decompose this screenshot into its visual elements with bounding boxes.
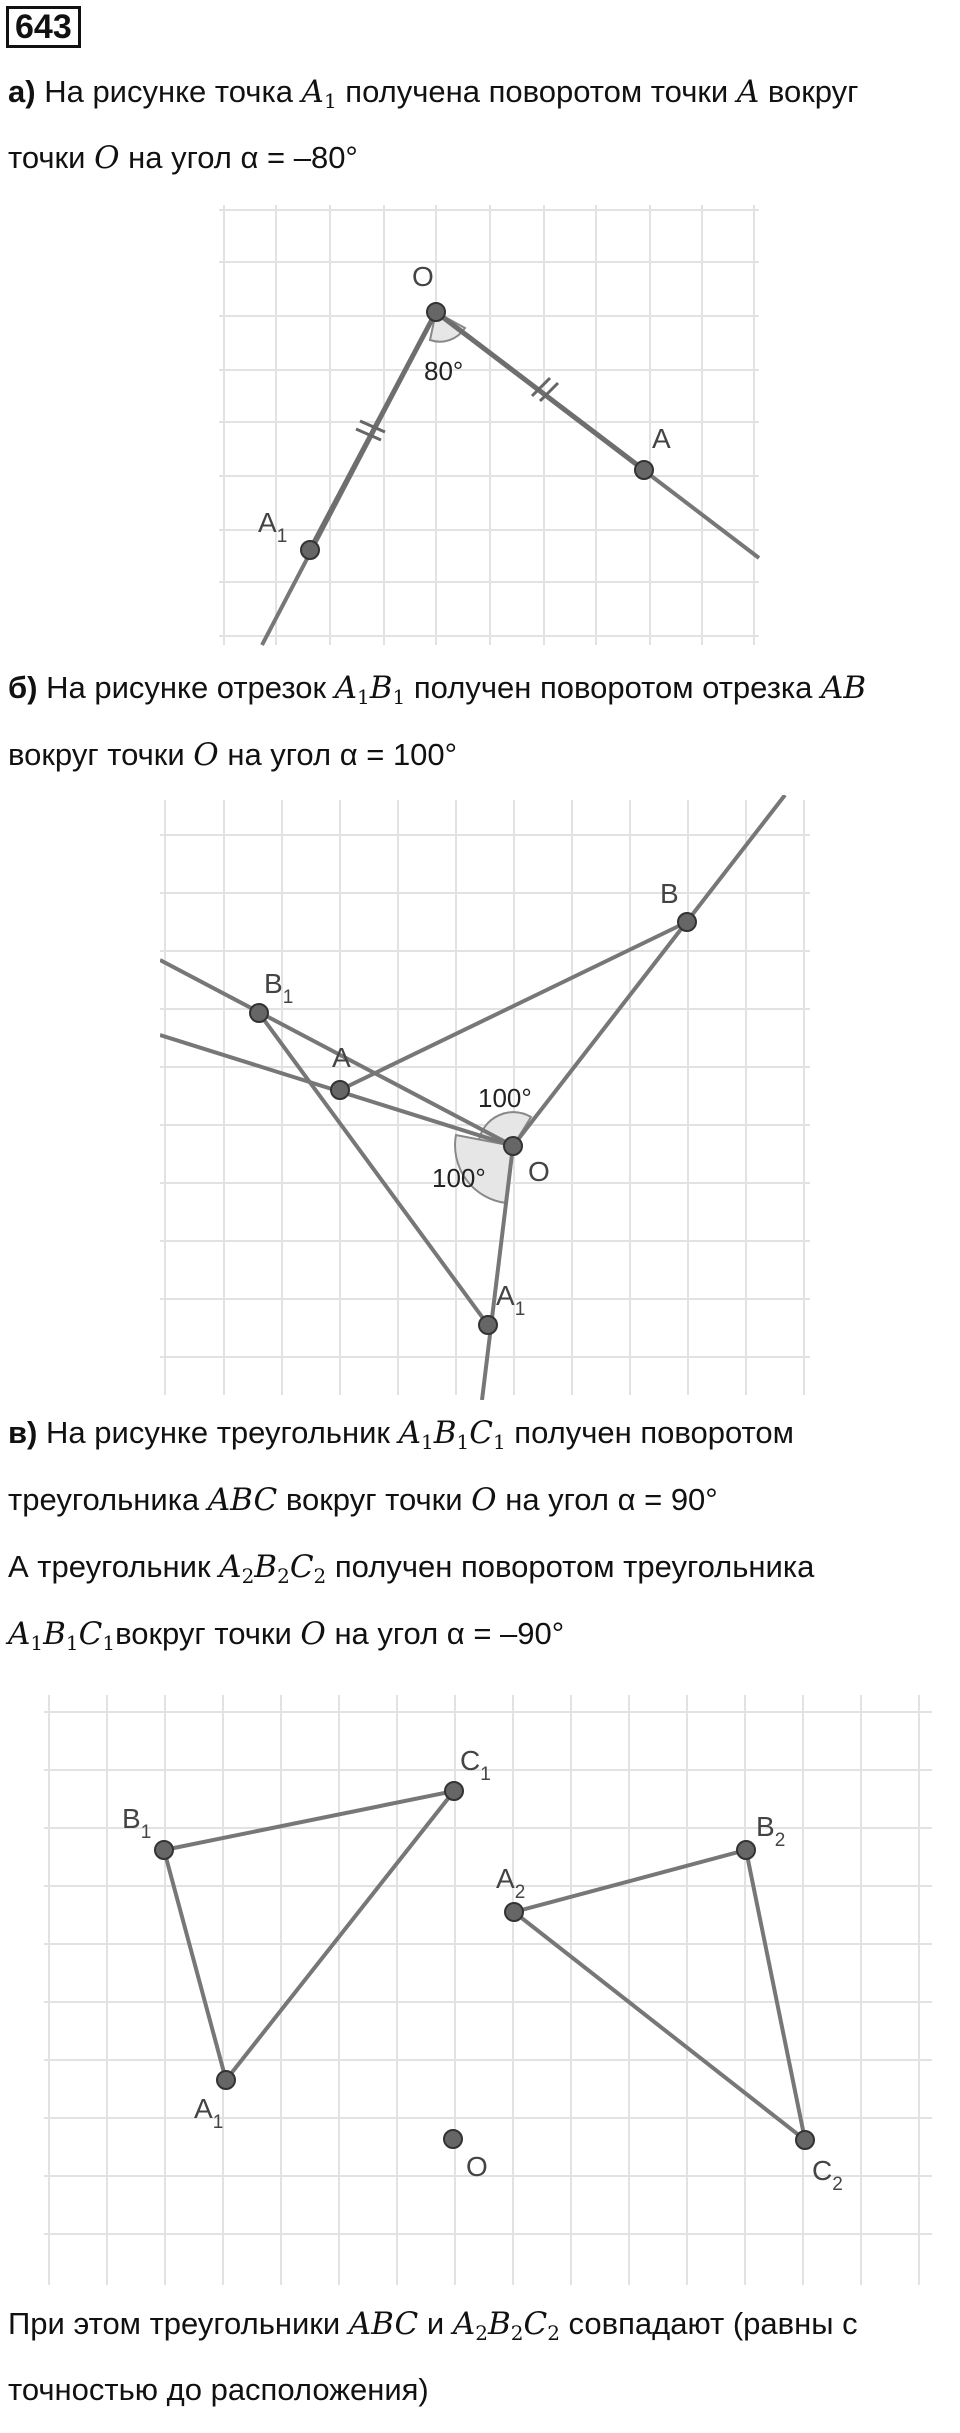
point-a1 — [217, 2071, 235, 2089]
figure-b — [160, 795, 810, 1400]
point-a1 — [479, 1316, 497, 1334]
point-b — [678, 913, 696, 931]
figure-v — [44, 1690, 932, 2290]
part-b-marker: б) — [8, 670, 38, 705]
part-v-line-2: треугольника ABC вокруг точки O на угол α = 90° — [8, 1482, 718, 1518]
problem-number: 643 — [6, 6, 81, 48]
label-o: O — [412, 261, 434, 292]
part-a-text-2: получена поворотом точки — [336, 74, 737, 109]
var-a2b2c2-c: $A_2B_2C_2$ — [452, 2306, 560, 2345]
part-v-line-3: А треугольник $A_2B_2C_2$ получен поворотом треугольника — [8, 1549, 815, 1588]
point-c2 — [796, 2131, 814, 2149]
segment-o-a — [436, 312, 644, 470]
label-a: A — [652, 423, 671, 454]
triangle-a1b1c1 — [164, 1791, 454, 2080]
var-a1b1c1-2: $A_1B_1C_1$ — [8, 1616, 116, 1655]
var-a1b1: $A_1B_1$ — [334, 670, 406, 709]
label-a1: $A_1$ — [496, 1280, 526, 1320]
part-a-text-1: На рисунке точка — [44, 74, 302, 109]
var-abc: ABC — [207, 1482, 278, 1518]
var-o-b: O — [193, 737, 219, 773]
var-ab: AB — [821, 670, 867, 706]
point-b2 — [737, 1841, 755, 1859]
var-a2b2c2: $A_2B_2C_2$ — [219, 1549, 327, 1588]
label-b1: $B_1$ — [264, 968, 294, 1008]
point-a1 — [301, 541, 319, 559]
part-a-line-2: точки O на угол α = –80° — [8, 140, 358, 176]
part-v-line-4: $A_1B_1C_1вокруг$ точки O на угол α = –90° — [8, 1616, 565, 1655]
label-b2: $B_2$ — [756, 1811, 786, 1851]
point-c1 — [445, 1782, 463, 1800]
point-a2 — [505, 1903, 523, 1921]
label-o: O — [528, 1156, 550, 1187]
figure-a — [214, 200, 764, 650]
var-a1b1c1: $A_1B_1C_1$ — [398, 1415, 506, 1454]
label-angle: 80° — [424, 356, 464, 386]
part-a-line-1 — [8, 72, 858, 112]
part-b-line-2: вокруг точки O на угол α = 100° — [8, 737, 458, 773]
point-o — [504, 1137, 522, 1155]
label-a1: $A_1$ — [194, 2093, 224, 2133]
var-a: A — [736, 74, 760, 110]
label-a: A — [332, 1042, 351, 1073]
label-a1: $A_1$ — [258, 507, 288, 547]
var-a1: $A_1$ — [301, 74, 337, 113]
triangle-a2b2c2 — [514, 1850, 805, 2140]
var-abc-c: ABC — [348, 2306, 419, 2342]
point-o — [427, 303, 445, 321]
part-v-line-1: в) На рисунке треугольник $A_1B_1C_1$ получен поворотом — [8, 1415, 794, 1454]
conclusion-line-1: При этом треугольники ABC и $A_2B_2C_2$ совпадают (равны с — [8, 2306, 858, 2345]
label-angle-2: 100° — [432, 1163, 486, 1193]
label-b: B — [660, 878, 679, 909]
label-b1: $B_1$ — [122, 1803, 152, 1843]
var-o-v: O — [471, 1482, 497, 1518]
point-b1 — [250, 1004, 268, 1022]
label-c1: $C_1$ — [460, 1745, 491, 1785]
point-o — [444, 2130, 462, 2148]
label-a2: $A_2$ — [496, 1863, 526, 1903]
conclusion-line-2: точностью до расположения) — [8, 2372, 429, 2407]
point-a — [635, 461, 653, 479]
label-angle-1: 100° — [478, 1083, 532, 1113]
part-a-marker: а) — [8, 74, 36, 109]
line-o-b-ext — [513, 795, 785, 1146]
label-c2: $C_2$ — [812, 2155, 843, 2195]
var-o-v2: O — [300, 1616, 326, 1652]
point-a — [331, 1081, 349, 1099]
part-v-marker: в) — [8, 1415, 38, 1450]
point-b1 — [155, 1841, 173, 1859]
part-b-line-1: б) На рисунке отрезок $A_1B_1$ получен поворотом отрезка AB — [8, 670, 867, 709]
var-o: O — [94, 140, 120, 176]
label-o: O — [466, 2151, 488, 2182]
segment-o-a1 — [310, 312, 436, 550]
part-a-text-3: вокруг — [759, 74, 859, 109]
